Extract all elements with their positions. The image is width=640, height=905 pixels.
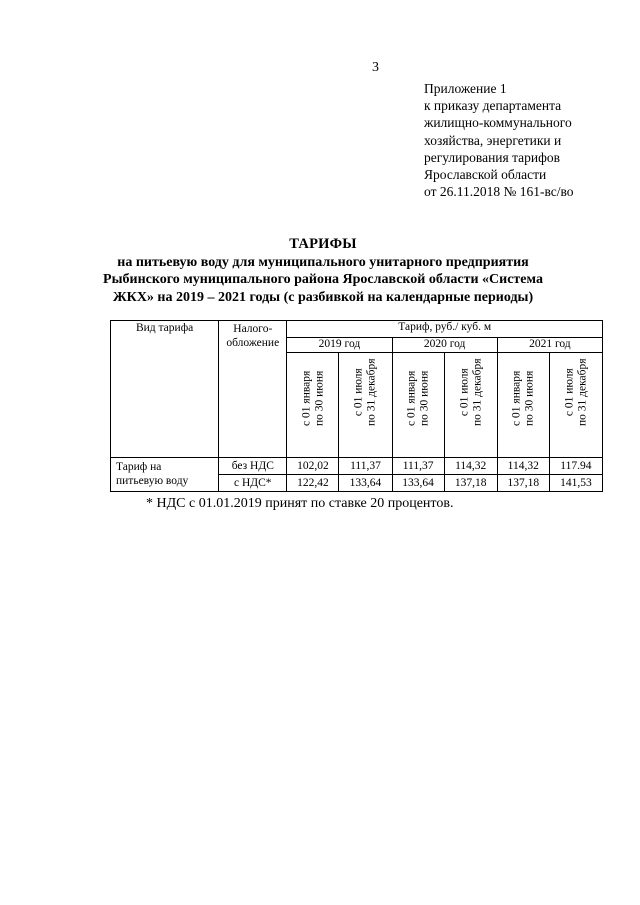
value-cell: 137,18 <box>444 475 497 492</box>
period-line: по 31 декабря <box>365 358 378 426</box>
header-period <box>287 353 339 458</box>
header-year: 2020 год <box>392 338 497 353</box>
tax-cell: без НДС <box>219 458 287 475</box>
document-title <box>98 236 548 306</box>
header-tariff-type: Вид тарифа <box>111 321 219 458</box>
appendix-line: Ярославской области <box>424 167 547 183</box>
row-label-line: питьевую воду <box>116 475 189 487</box>
appendix-block <box>424 80 574 200</box>
header-taxation-line: Налого- <box>233 323 273 335</box>
value-cell: 141,53 <box>549 475 602 492</box>
period-line: по 31 декабря <box>470 358 483 426</box>
period-line: с 01 июля <box>352 368 365 417</box>
title-main: ТАРИФЫ <box>289 236 357 252</box>
period-line: по 31 декабря <box>575 358 588 426</box>
row-label-line: Тариф на <box>116 461 162 473</box>
period-line: с 01 января <box>510 370 523 426</box>
header-tariff-unit: Тариф, руб./ куб. м <box>287 321 603 338</box>
header-period <box>339 353 392 458</box>
header-period <box>549 353 602 458</box>
appendix-line: от 26.11.2018 № 161-вс/во <box>424 184 574 200</box>
appendix-line: регулирования тарифов <box>424 149 561 165</box>
header-taxation-line: обложение <box>226 337 280 349</box>
period-line: с 01 июля <box>563 368 576 417</box>
value-cell: 102,02 <box>287 458 339 475</box>
header-year: 2019 год <box>287 338 392 353</box>
period-line: с 01 января <box>405 370 418 426</box>
value-cell: 133,64 <box>339 475 392 492</box>
value-cell: 137,18 <box>497 475 549 492</box>
value-cell: 114,32 <box>497 458 549 475</box>
title-line: на питьевую воду для муниципального унитарного предприятия <box>117 254 529 270</box>
value-cell: 122,42 <box>287 475 339 492</box>
appendix-line: хозяйства, энергетики и <box>424 132 562 148</box>
value-cell: 133,64 <box>392 475 444 492</box>
value-cell: 111,37 <box>339 458 392 475</box>
tax-cell: с НДС* <box>219 475 287 492</box>
period-line: с 01 января <box>300 370 313 426</box>
page-number: 3 <box>372 60 379 75</box>
appendix-line: жилищно-коммунального <box>424 115 572 131</box>
period-line: по 30 июня <box>312 370 325 426</box>
vat-footnote: * НДС с 01.01.2019 принят по ставке 20 процентов. <box>146 496 454 511</box>
value-cell: 114,32 <box>444 458 497 475</box>
title-line: Рыбинского муниципального района Ярославской области «Система <box>103 272 543 288</box>
period-line: по 30 июня <box>418 370 431 426</box>
appendix-line: к приказу департамента <box>424 98 562 114</box>
appendix-line: Приложение 1 <box>424 81 507 96</box>
row-label-drinking-water <box>111 458 219 492</box>
period-line: по 30 июня <box>523 370 536 426</box>
header-period <box>497 353 549 458</box>
header-year: 2021 год <box>497 338 602 353</box>
value-cell: 117.94 <box>549 458 602 475</box>
header-period <box>444 353 497 458</box>
period-line: с 01 июля <box>458 368 471 417</box>
header-taxation <box>219 321 287 458</box>
value-cell: 111,37 <box>392 458 444 475</box>
header-period <box>392 353 444 458</box>
tariffs-table <box>110 320 603 492</box>
title-line: ЖКХ» на 2019 – 2021 годы (с разбивкой на календарные периоды) <box>112 289 534 305</box>
